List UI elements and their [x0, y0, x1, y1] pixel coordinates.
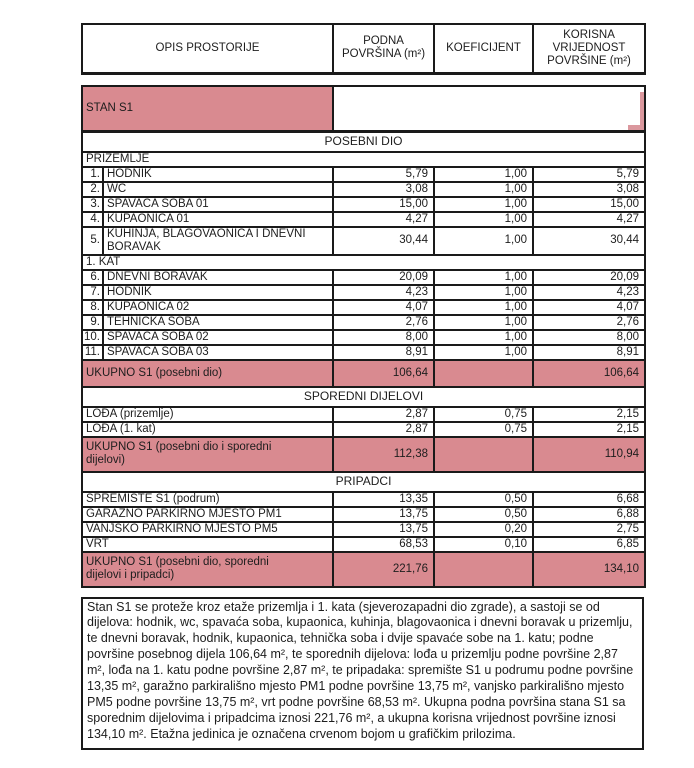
- room-name-cell: TEHNIČKA SOBA: [103, 315, 333, 330]
- room-name-cell: SPREMIŠTE S1 (podrum): [82, 492, 333, 507]
- coefficient-cell: 0,20: [434, 522, 533, 537]
- row-number-cell: 9.: [82, 315, 103, 330]
- room-name-cell: VRT: [82, 537, 333, 552]
- total-coefficient-cell: [434, 360, 533, 387]
- coefficient-cell: 1,00: [434, 227, 533, 255]
- table-row: [82, 300, 645, 315]
- column-header-opis-prostorije: OPIS PROSTORIJE: [82, 24, 333, 73]
- coefficient-cell: 1,00: [434, 315, 533, 330]
- section-header-row: [82, 472, 645, 492]
- coefficient-cell: 0,50: [434, 492, 533, 507]
- room-name-cell: LOĐA (1. kat): [82, 422, 333, 437]
- useful-area-cell: 6,88: [533, 507, 645, 522]
- row-number-cell: 8.: [82, 300, 103, 315]
- useful-area-cell: 4,27: [533, 212, 645, 227]
- row-number-cell: 10.: [82, 330, 103, 345]
- section-header-row: [82, 387, 645, 407]
- floor-area-cell: 13,75: [333, 507, 434, 522]
- useful-area-cell: 8,91: [533, 345, 645, 360]
- document-sheet: [81, 23, 644, 750]
- row-number-cell: 1.: [82, 167, 103, 182]
- total-label-cell: UKUPNO S1 (posebni dio i sporedni dijelovi): [82, 437, 333, 472]
- section-header-label: POSEBNI DIO: [82, 132, 645, 152]
- table-row: [82, 522, 645, 537]
- body-table: [81, 85, 646, 588]
- pink-corner-mark: [628, 125, 644, 130]
- coefficient-cell: 1,00: [434, 167, 533, 182]
- useful-area-cell: 2,15: [533, 407, 645, 422]
- total-floor-area-cell: 221,76: [333, 552, 434, 587]
- total-coefficient-cell: [434, 437, 533, 472]
- room-name-cell: GARAŽNO PARKIRNO MJESTO PM1: [82, 507, 333, 522]
- row-number-cell: 5.: [82, 227, 103, 255]
- table-row: [82, 315, 645, 330]
- floor-area-cell: 13,75: [333, 522, 434, 537]
- floor-area-cell: 68,53: [333, 537, 434, 552]
- floor-area-cell: 8,91: [333, 345, 434, 360]
- useful-area-cell: 30,44: [533, 227, 645, 255]
- floor-label: PRIZEMLJE: [82, 152, 645, 167]
- room-name-cell: WC: [103, 182, 333, 197]
- floor-area-cell: 3,08: [333, 182, 434, 197]
- section-header-row: [82, 132, 645, 152]
- total-useful-area-cell: 106,64: [533, 360, 645, 387]
- row-number-cell: 11.: [82, 345, 103, 360]
- floor-area-cell: 13,35: [333, 492, 434, 507]
- section-header-label: PRIPADCI: [82, 472, 645, 492]
- room-name-cell: KUHINJA, BLAGOVAONICA I DNEVNI BORAVAK: [103, 227, 333, 255]
- table-row: [82, 285, 645, 300]
- floor-area-cell: 20,09: [333, 270, 434, 285]
- floor-label-row: [82, 255, 645, 270]
- total-row: [82, 437, 645, 472]
- useful-area-cell: 6,85: [533, 537, 645, 552]
- column-header-korisna-vrijednost: KORISNA VRIJEDNOST POVRŠINE (m²): [533, 24, 645, 73]
- total-label-cell: UKUPNO S1 (posebni dio): [82, 360, 333, 387]
- room-name-cell: HODNIK: [103, 167, 333, 182]
- table-row: [82, 407, 645, 422]
- useful-area-cell: 8,00: [533, 330, 645, 345]
- table-row: [82, 270, 645, 285]
- total-floor-area-cell: 112,38: [333, 437, 434, 472]
- unit-description-paragraph: Stan S1 se proteže kroz etaže prizemlja i 1. kata (sjeverozapadni dio zgrade), a sastoji se od dijelova: hodnik, wc, spavaća soba, kupaonica, kuhinja, blagovaonica i dnevni boravak u prizemlju, te dnevni boravak, hodnik, kupaonica, tehnička soba i dvije spavaće sobe na 1. katu; podne površine posebnog dijela 106,64 m², te sporednih dijelova: lođa u prizemlju podne površine 2,87 m², lođa na 1. katu podne površine 2,87 m², te pripadaka: spremište S1 u podrumu podne površine 13,35 m², garažno parkirališno mjesto PM1 podne površine 13,75 m², vanjsko parkirališno mjesto PM5 podne površine 13,75 m², vrt podne površine 68,53 m². Ukupna podna površina stana S1 sa sporednim dijelovima i pripadcima iznosi 221,76 m², a ukupna korisna vrijednost površine iznosi 134,10 m². Etažna jedinica je označena crvenom bojom u grafičkim prilozima.: [81, 597, 644, 750]
- unit-title-row: [82, 86, 645, 132]
- room-name-cell: VANJSKO PARKIRNO MJESTO PM5: [82, 522, 333, 537]
- floor-area-cell: 2,87: [333, 407, 434, 422]
- room-name-cell: KUPAONICA 02: [103, 300, 333, 315]
- header-table: [81, 23, 646, 75]
- useful-area-cell: 3,08: [533, 182, 645, 197]
- useful-area-cell: 15,00: [533, 197, 645, 212]
- floor-area-cell: 5,79: [333, 167, 434, 182]
- coefficient-cell: 1,00: [434, 330, 533, 345]
- coefficient-cell: 1,00: [434, 270, 533, 285]
- useful-area-cell: 5,79: [533, 167, 645, 182]
- room-name-cell: SPAVAĆA SOBA 03: [103, 345, 333, 360]
- room-name-cell: HODNIK: [103, 285, 333, 300]
- table-row: [82, 507, 645, 522]
- table-row: [82, 330, 645, 345]
- coefficient-cell: 1,00: [434, 345, 533, 360]
- table-row: [82, 167, 645, 182]
- coefficient-cell: 1,00: [434, 182, 533, 197]
- table-row: [82, 345, 645, 360]
- floor-area-cell: 4,07: [333, 300, 434, 315]
- coefficient-cell: 1,00: [434, 285, 533, 300]
- room-name-cell: KUPAONICA 01: [103, 212, 333, 227]
- table-row: [82, 422, 645, 437]
- total-useful-area-cell: 110,94: [533, 437, 645, 472]
- useful-area-cell: 20,09: [533, 270, 645, 285]
- table-row: [82, 212, 645, 227]
- room-name-cell: SPAVAĆA SOBA 02: [103, 330, 333, 345]
- section-header-label: SPOREDNI DIJELOVI: [82, 387, 645, 407]
- row-number-cell: 3.: [82, 197, 103, 212]
- floor-area-cell: 2,76: [333, 315, 434, 330]
- useful-area-cell: 2,15: [533, 422, 645, 437]
- coefficient-cell: 1,00: [434, 300, 533, 315]
- body-table-rows: [82, 86, 645, 587]
- floor-area-cell: 2,87: [333, 422, 434, 437]
- total-coefficient-cell: [434, 552, 533, 587]
- useful-area-cell: 4,07: [533, 300, 645, 315]
- unit-title-empty-cell: [333, 86, 645, 132]
- coefficient-cell: 0,75: [434, 407, 533, 422]
- useful-area-cell: 4,23: [533, 285, 645, 300]
- row-number-cell: 4.: [82, 212, 103, 227]
- coefficient-cell: 1,00: [434, 197, 533, 212]
- table-row: [82, 227, 645, 255]
- total-row: [82, 360, 645, 387]
- floor-area-cell: 4,27: [333, 212, 434, 227]
- coefficient-cell: 1,00: [434, 212, 533, 227]
- coefficient-cell: 0,10: [434, 537, 533, 552]
- floor-area-cell: 30,44: [333, 227, 434, 255]
- table-row: [82, 492, 645, 507]
- total-useful-area-cell: 134,10: [533, 552, 645, 587]
- total-label-cell: UKUPNO S1 (posebni dio, sporedni dijelovi i pripadci): [82, 552, 333, 587]
- row-number-cell: 6.: [82, 270, 103, 285]
- floor-area-cell: 8,00: [333, 330, 434, 345]
- table-row: [82, 197, 645, 212]
- floor-area-cell: 4,23: [333, 285, 434, 300]
- table-row: [82, 182, 645, 197]
- coefficient-cell: 0,75: [434, 422, 533, 437]
- floor-area-cell: 15,00: [333, 197, 434, 212]
- total-row: [82, 552, 645, 587]
- header-row: [82, 24, 645, 73]
- row-number-cell: 7.: [82, 285, 103, 300]
- total-floor-area-cell: 106,64: [333, 360, 434, 387]
- useful-area-cell: 6,68: [533, 492, 645, 507]
- useful-area-cell: 2,75: [533, 522, 645, 537]
- coefficient-cell: 0,50: [434, 507, 533, 522]
- room-name-cell: DNEVNI BORAVAK: [103, 270, 333, 285]
- room-name-cell: LOĐA (prizemlje): [82, 407, 333, 422]
- floor-label: 1. KAT: [82, 255, 645, 270]
- floor-label-row: [82, 152, 645, 167]
- column-header-koeficijent: KOEFICIJENT: [434, 24, 533, 73]
- row-number-cell: 2.: [82, 182, 103, 197]
- useful-area-cell: 2,76: [533, 315, 645, 330]
- table-row: [82, 537, 645, 552]
- unit-title-cell: STAN S1: [82, 86, 333, 132]
- column-header-podna-povrsina: PODNA POVRŠINA (m²): [333, 24, 434, 73]
- room-name-cell: SPAVAĆA SOBA 01: [103, 197, 333, 212]
